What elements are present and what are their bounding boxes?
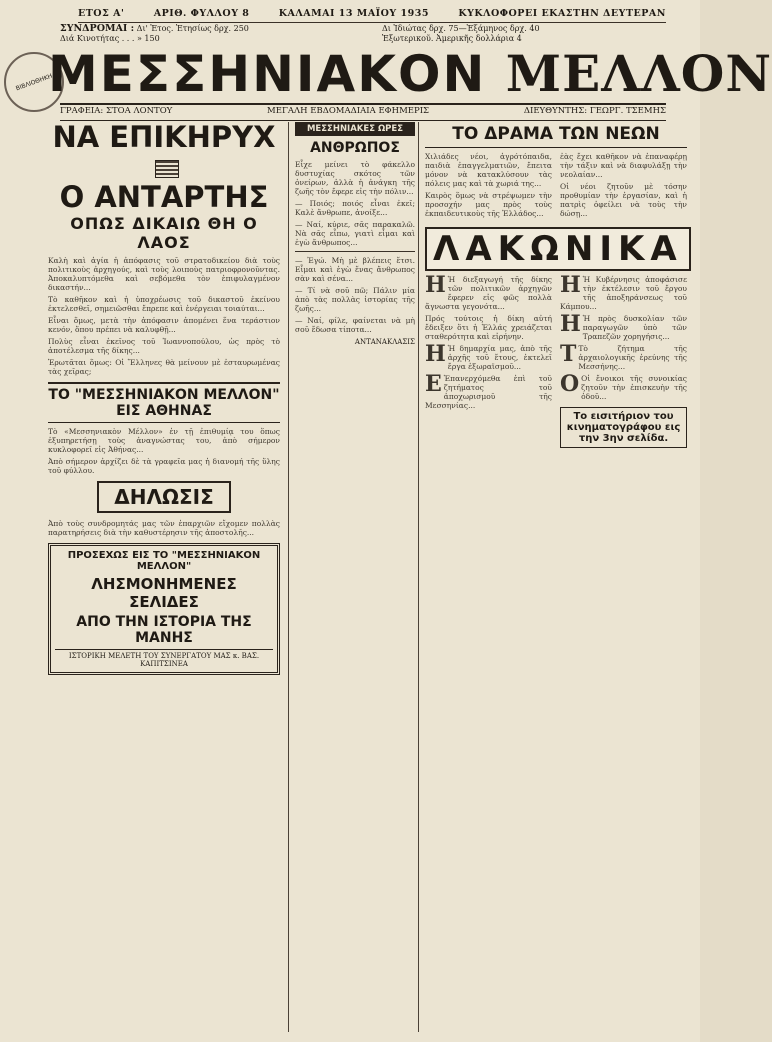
upcoming-ad-box [48, 543, 280, 675]
lakonika-item: Η Ἡ δημαρχία μας, ἀπὸ τῆς ἀρχῆς τοῦ ἔτους, ἐκτελεῖ ἔργα ἐξωραϊσμοῦ... [425, 341, 552, 371]
ad-subtitle: ΑΠΟ ΤΗΝ ΙΣΤΟΡΙΑ ΤΗΣ ΜΑΝΗΣ [76, 614, 252, 646]
feature-paragraph: — Ἐγώ. Μὴ μὲ βλέπεις ἔτσι. Εἶμαι καὶ ἐγὼ ἕνας ἄνθρωπος σὰν καὶ σένα... [295, 256, 415, 283]
ad-title: ΛΗΣΜΟΝΗΜΕΝΕΣ ΣΕΛΙΔΕΣ [91, 575, 237, 611]
youth-paragraph: Καιρὸς ὅμως νὰ στρέψωμεν τὴν προσοχήν μας πρὸς τοὺς ἐκπαιδευτικοὺς τῆς Ἑλλάδος... [425, 191, 552, 218]
lead-headline-3: ΟΠΩΣ ΔΙΚΑΙΩ ΘΗ Ο ΛΑΟΣ [70, 214, 258, 252]
feature-signature: ΑΝΤΑΝΑΚΛΑΣΙΣ [354, 338, 415, 346]
masthead-title [48, 44, 772, 103]
youth-drama-body [425, 152, 687, 221]
lead-paragraph: Τὸ καθῆκον καὶ ἡ ὑποχρέωσις τοῦ δικαστοῦ ἐκείνου ἐκτελεσθεῖ, σημειῶσθαι ἔπρεπε καὶ ἐνέργειαι τοιαύται... [48, 295, 280, 313]
subscriptions-right [382, 24, 540, 44]
feature-box-title: ΜΕΣΣΗΝΙΑΚΕΣ ΩΡΕΣ [295, 122, 415, 136]
subscriptions-line1: Δι' Ἐτος. Ἐτησίως δρχ. 250 [136, 24, 249, 33]
declaration-title: ΔΗΛΩΣΙΣ [97, 481, 231, 513]
lakonika-item: Η Ἡ διεξαγωγή τῆς δίκης τῶν πολιτικῶν ἀρχηγῶν ἔφερεν εἰς φῶς πολλὰ ἄγνωστα γεγονότα... [425, 272, 552, 311]
lakonika-item: Ε Ἐπανερχόμεθα ἐπὶ τοῦ ζητήματος τοῦ ἀποχωρισμοῦ τῆς Μεσσηνίας... [425, 371, 552, 410]
cinema-ticket-note: Το εισιτήριον του κινηματογράφου εις την 3ην σελίδα. [560, 407, 687, 448]
feature-paragraph: — Ναί, κύριε, σᾶς παρακαλῶ. Νὰ σᾶς εἶπω, γιατὶ εἶμαι καὶ ἐγὼ ἄνθρωπος... [295, 220, 415, 247]
lakonika-item: Πρός τούτοις ἡ δίκη αὐτή ἔδειξεν ὅτι ἡ Ἑλλάς χρειάζεται σταθερότητα καὶ εἰρήνην. [425, 314, 552, 341]
divider [295, 251, 415, 252]
year-label: ΕΤΟΣ Α' [78, 8, 125, 19]
office-address: ΓΡΑΦΕΙΑ: ΣΤΟΑ ΛΟΝΤΟΥ [60, 106, 173, 116]
subscriptions-right2: Ἐξωτερικοῦ. Ἀμερικῆς δολλάρια 4 [382, 34, 522, 43]
lakonika-item: Ο Οἱ ἔνοικοι τῆς συνοικίας ζητοῦν τὴν ἐπισκευὴν τῆς ὁδοῦ... [560, 371, 687, 401]
athens-paragraph: Ἀπὸ σήμερον ἀρχίζει δὲ τὰ γραφεῖα μας ἡ διανομή τῆς ὕλης τοῦ φύλλου. [48, 457, 280, 475]
lakonika-title: ΛΑΚΩΝΙΚΑ [425, 227, 691, 271]
masthead-part2: ΜΕΛΛΟΝ [505, 44, 772, 103]
issue-date: ΚΑΛΑΜΑΙ 13 ΜΑΪΟΥ 1935 [278, 8, 429, 19]
ad-note: ΙΣΤΟΡΙΚΗ ΜΕΛΕΤΗ ΤΟΥ ΣΥΝΕΡΓΑΤΟΥ ΜΑΣ κ. ΒΑΣ. ΚΑΠΙΤΣΙΝΕΑ [55, 649, 273, 668]
feature-paragraph: — Ποιός; ποιός εἶναι ἐκεῖ; Καλὲ ἄνθρωπε, ἀνοίξε... [295, 199, 415, 217]
stamp-text: ΒΙΒΛΙΟΘΗΚΗ [14, 72, 54, 92]
issue-number: ΑΡΙΘ. ΦΥΛΛΟΥ 8 [153, 8, 250, 19]
paper-tagline: ΜΕΓΑΛΗ ΕΒΔΟΜΑΔΙΑΙΑ ΕΦΗΜΕΡΙΣ [267, 106, 430, 116]
athens-section-title: ΤΟ "ΜΕΣΣΗΝΙΑΚΟΝ ΜΕΛΛΟΝ" ΕΙΣ ΑΘΗΝΑΣ [48, 382, 280, 423]
lead-headline-2: Ο ΑΝΤΑΡΤΗΣ [59, 180, 269, 214]
declaration-paragraph: Ἀπὸ τοὺς συνδρομητάς μας τῶν ἐπαρχιῶν εἴχομεν πολλὰς παρατηρήσεις διὰ τὴν καθυστέρησιν τῆς ἀποστολῆς... [48, 519, 280, 537]
youth-drama-title: ΤΟ ΔΡΑΜΑ ΤΩΝ ΝΕΩΝ [425, 124, 687, 148]
lead-paragraph: Πολὺς εἶναι ἐκεῖνος τοῦ Ἰωαννοπούλου, ὡς πρὸς τὸ ἀποτέλεσμα τῆς δίκης... [48, 337, 280, 355]
feature-paragraph: Εἶχε μείνει τὸ φάκελλο δυστυχίας σκότος τῶν ὀνείρων, ἀλλὰ ἡ ἀνάγκη τῆς ζωῆς τὸν ἔφερε εἰς τὴν πόλιν... [295, 160, 415, 196]
column-right [418, 122, 687, 1032]
feature-paragraph: — Τί νὰ σοῦ πῶ; Πάλιν μία ἀπὸ τὰς πολλὰς ἱστορίας τῆς ζωῆς... [295, 286, 415, 313]
lakonika-item: Τ Τὸ ζήτημα τῆς ἀρχαιολογικῆς ἐρεύνης τῆς Μεσσήνης... [560, 341, 687, 371]
lead-paragraph: Ἐρωτᾶται ὅμως: Οἱ Ἕλληνες θὰ μείνουν μὲ ἐσταυρωμένας τὰς χεῖρας; [48, 358, 280, 376]
lakonika-item: Η Ἡ Κυβέρνησις ἀποφάσισε τὴν ἐκτέλεσιν τοῦ ἔργου τῆς ἀποξηράνσεως τοῦ Κάμπου... [560, 272, 687, 311]
circulation-note: ΚΥΚΛΟΦΟΡΕΙ ΕΚΑΣΤΗΝ ΔΕΥΤΕΡΑΝ [458, 8, 666, 19]
youth-paragraph: Χιλιάδες νέοι, ἀγρότόπαιδα, παιδιὰ ἐπαγγελματιῶν, ἔπειτα μόνον νὰ κατακλύσουν τὰς πόλεις μας καὶ τὰ χωριά της... [425, 152, 552, 188]
lead-headline-1: ΝΑ ΕΠΙΚΗΡΥΧ [48, 122, 280, 182]
athens-paragraph: Τὸ «Μεσσηνιακὸν Μέλλον» ἐν τῇ ἐπιθυμίᾳ του ὅπως ἐξυπηρετήσῃ τοὺς ἀναγνώστας του, ἀπὸ σήμερον κυκλοφορεῖ εἰς Ἀθήνας... [48, 427, 280, 454]
column-middle [288, 122, 415, 1032]
masthead-part1: ΜΕΣΣΗΝΙΑΚΟΝ [48, 45, 487, 103]
youth-paragraph: ἐὰς ἔχει καθῆκον νὰ ἐπαναφέρῃ τὴν τάξιν καὶ νὰ διαφυλάξῃ τὴν νεολαίαν... [560, 152, 687, 179]
subscriptions-right1: Δι Ἰδιώτας δρχ. 75—Ἐξάμηνος δρχ. 40 [382, 24, 540, 33]
lead-paragraph: Εἶναι ὅμως, μετὰ τὴν ἀπόφασιν ἀπομένει ἕνα τεράστιον κενόν, ὅπου πρέπει νὰ καλυφθῇ... [48, 316, 280, 334]
subscriptions-line2: Διά Κινοτήτας . . . » 150 [60, 34, 160, 43]
lakonika-item: Η Ἡ πρὸς δυσκολίαν τῶν παραγωγῶν ὑπὸ τῶν Τραπεζῶν χορηγήσις... [560, 311, 687, 341]
lakonika-body [425, 272, 687, 448]
feature-paragraph: — Ναί, φίλε, φαίνεται νὰ μὴ σοῦ ἔδωσα τίποτα... [295, 316, 415, 334]
subscriptions-left [60, 24, 380, 44]
ad-kicker: ΠΡΟΣΕΧΩΣ ΕΙΣ ΤΟ "ΜΕΣΣΗΝΙΑΚΟΝ ΜΕΛΛΟΝ" [67, 550, 261, 572]
subscriptions-label: ΣΥΝΔΡΟΜΑΙ : [60, 23, 135, 34]
column-left [48, 122, 280, 1032]
feature-title: ΑΝΘΡΩΠΟΣ [310, 140, 400, 156]
top-info-line [78, 8, 666, 23]
flag-icon [155, 160, 179, 178]
lead-paragraph: Καλὴ καὶ ἁγία ἡ ἀπόφασις τοῦ στρατοδικείου διὰ τοὺς πολιτικοὺς ἀρχηγούς, καὶ τοὺς λοιποὺς πατριοφρονοῦντας. Ἀποκαλυπτόμεθα καὶ σεβόμεθα τὸν ἐπιφυλαγμένον δικαστήν... [48, 256, 280, 292]
masthead-subline [60, 103, 666, 121]
youth-paragraph: Οἱ νέοι ζητοῦν μὲ τόσην προθυμίαν τὴν ἐργασίαν, καὶ ἡ πατρὶς ὀφείλει νὰ τοὺς τὴν δώσῃ... [560, 182, 687, 218]
paper-director: ΔΙΕΥΘΥΝΤΗΣ: ΓΕΩΡΓ. ΤΣΕΜΗΣ [523, 106, 666, 116]
